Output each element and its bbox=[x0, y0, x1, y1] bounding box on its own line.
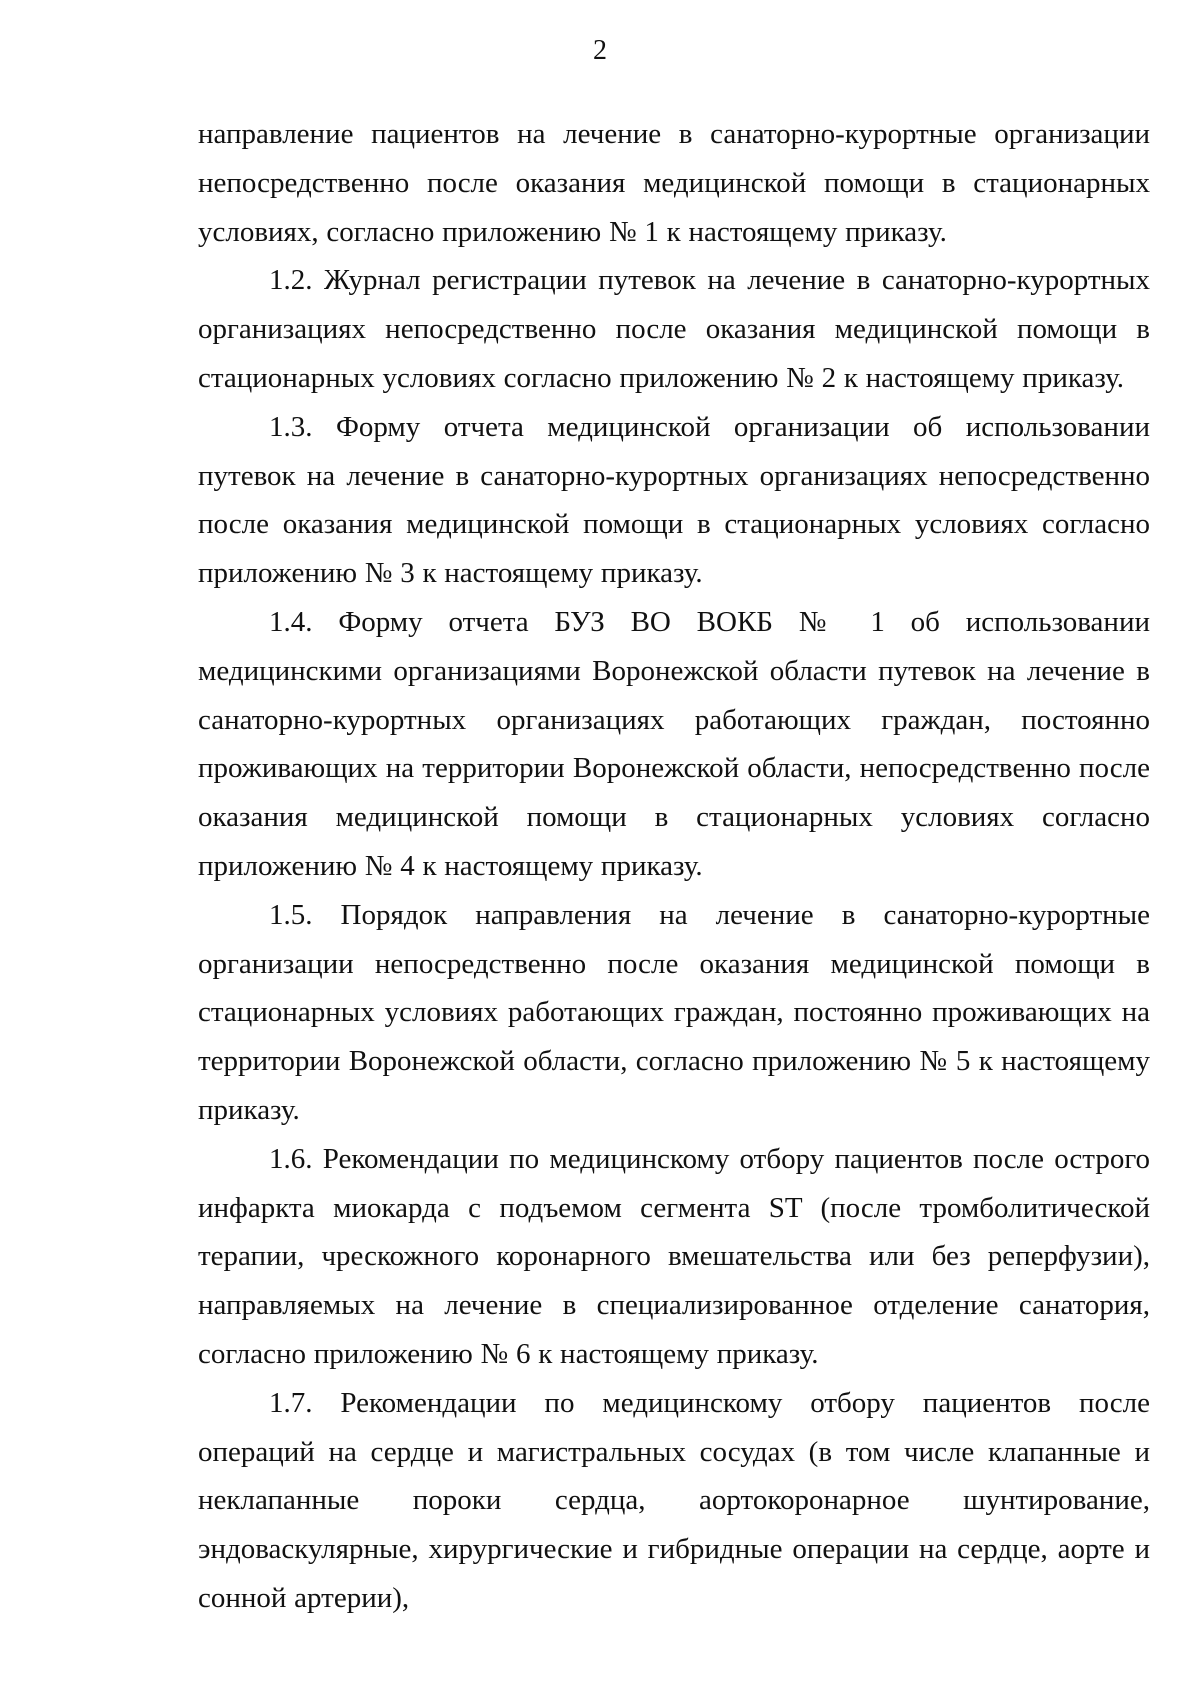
paragraph-1-3: 1.3. Форму отчета медицинской организации об использовании путевок на лечение в санаторно-курортных организациях непосредственно после оказания медицинской помощи в стационарных условиях согласно приложению № 3 к настоящему приказу. bbox=[198, 410, 1150, 590]
page-number: 2 bbox=[593, 35, 607, 66]
paragraph-intro-continuation: направление пациентов на лечение в санаторно-курортные организации непосредственно после оказания медицинской помощи в стационарных условиях, согласно приложению № 1 к настоящему приказу. bbox=[198, 118, 1150, 248]
document-body bbox=[198, 110, 1150, 1623]
paragraph-1-4: 1.4. Форму отчета БУЗ ВО ВОКБ № 1 об использовании медицинскими организациями Воронежской области путевок на лечение в санаторно-курортных организациях работающих граждан, постоянно проживающих на территории Воронежской области, непосредственно после оказания медицинской помощи в стационарных условиях согласно приложению № 4 к настоящему приказу. bbox=[198, 605, 1150, 882]
paragraph-1-6: 1.6. Рекомендации по медицинскому отбору пациентов после острого инфаркта миокарда с подъемом сегмента ST (после тромболитической терапии, чрескожного коронарного вмешательства или без реперфузии), направляемых на лечение в специализированное отделение санатория, согласно приложению № 6 к настоящему приказу. bbox=[198, 1142, 1150, 1370]
paragraph-1-5: 1.5. Порядок направления на лечение в санаторно-курортные организации непосредственно после оказания медицинской помощи в стационарных условиях работающих граждан, постоянно проживающих на территории Воронежской области, согласно приложению № 5 к настоящему приказу. bbox=[198, 898, 1150, 1126]
paragraph-1-7: 1.7. Рекомендации по медицинскому отбору пациентов после операций на сердце и магистральных сосудах (в том числе клапанные и неклапанные пороки сердца, аортокоронарное шунтирование, эндоваскулярные, хирургические и гибридные операции на сердце, аорте и сонной артерии), bbox=[198, 1386, 1150, 1614]
paragraph-1-2: 1.2. Журнал регистрации путевок на лечение в санаторно-курортных организациях непосредственно после оказания медицинской помощи в стационарных условиях согласно приложению № 2 к настоящему приказу. bbox=[198, 264, 1150, 394]
